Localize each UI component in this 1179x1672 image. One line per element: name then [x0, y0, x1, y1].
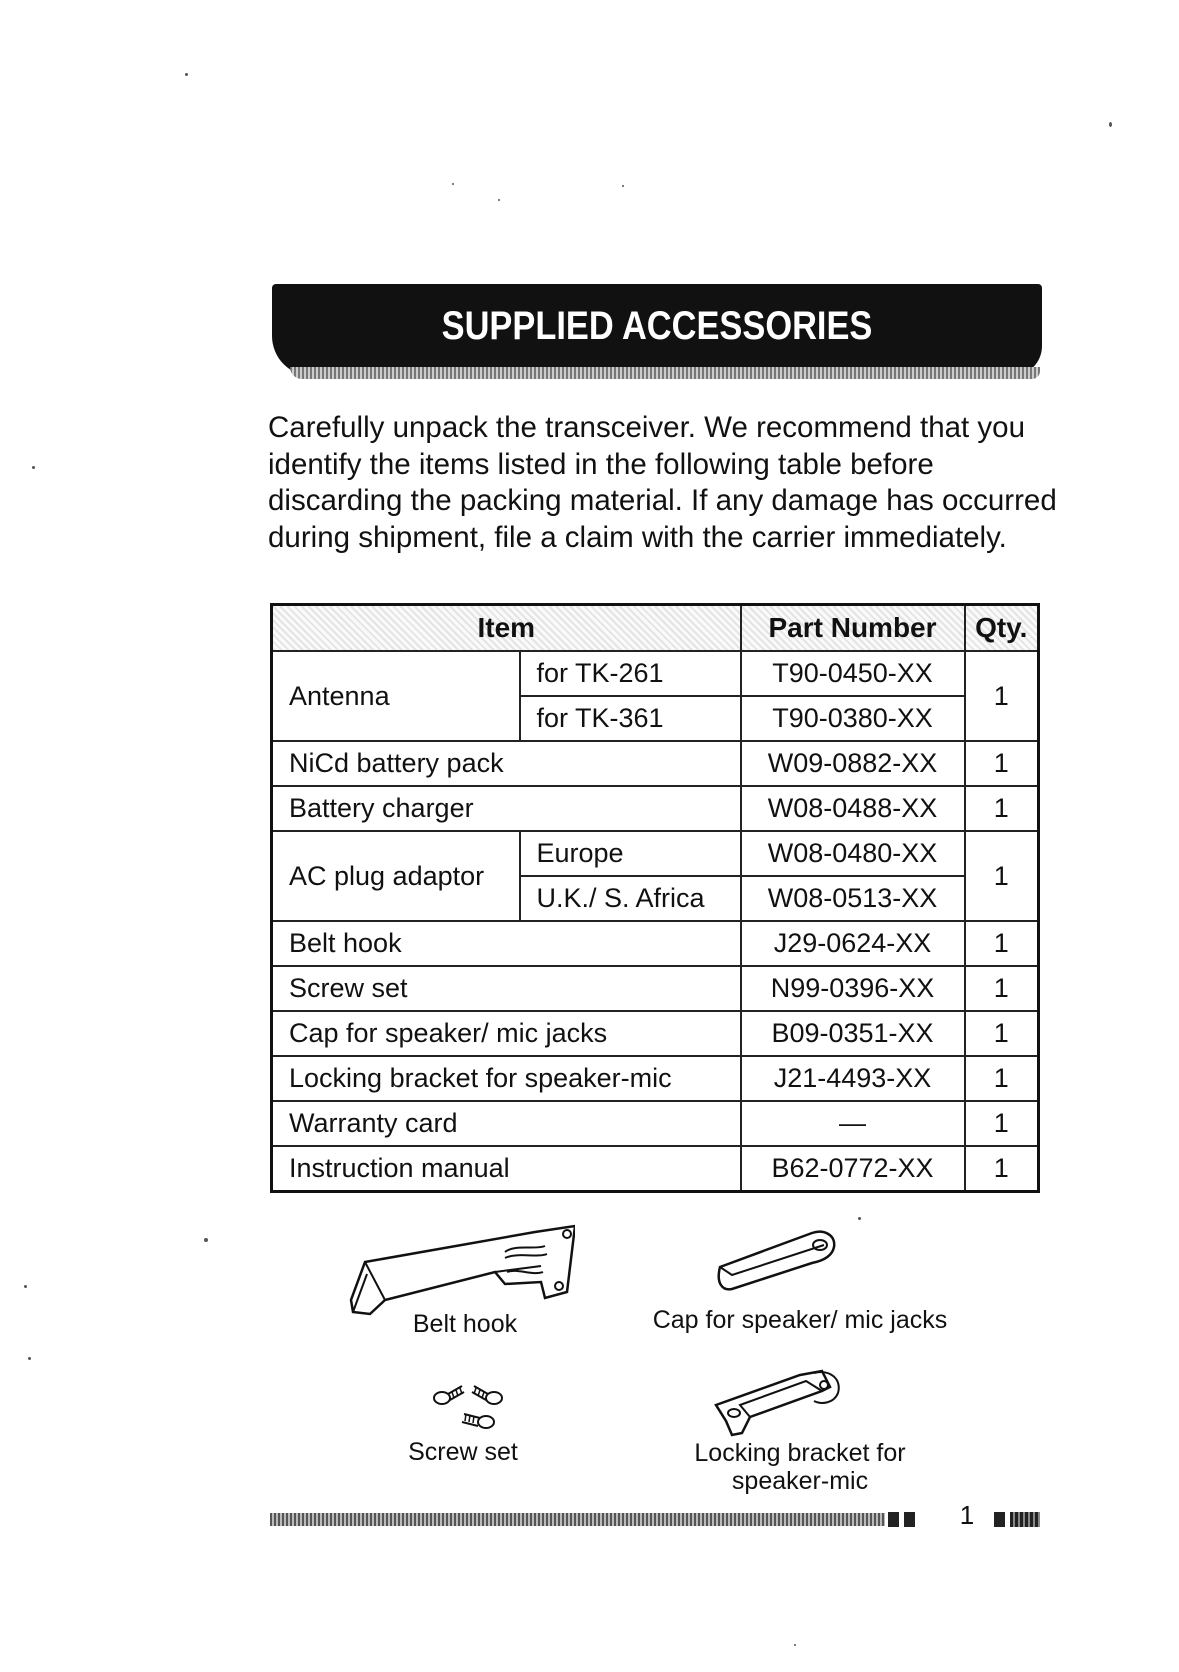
header-item: Item [272, 605, 741, 652]
screw-set-caption: Screw set [408, 1438, 518, 1466]
table-row [272, 651, 1039, 696]
part-antenna-1: T90-0450-XX [741, 651, 965, 696]
header-qty: Qty. [965, 605, 1039, 652]
page-number: 1 [959, 1500, 975, 1530]
item-belt-hook: Belt hook [272, 921, 741, 966]
scan-speck [185, 73, 188, 76]
item-locking-bracket: Locking bracket for speaker-mic [272, 1056, 741, 1101]
table-row [272, 921, 1039, 966]
item-instruction-manual: Instruction manual [272, 1146, 741, 1192]
scan-speck [32, 466, 35, 469]
footer-bar [270, 1513, 885, 1526]
item-nicd-battery: NiCd battery pack [272, 741, 741, 786]
part-locking-bracket: J21-4493-XX [741, 1056, 965, 1101]
cap-illustration [712, 1225, 842, 1295]
qty-ac-plug: 1 [965, 831, 1039, 921]
item-antenna-variant-1: for TK-261 [520, 651, 741, 696]
qty-instruction-manual: 1 [965, 1146, 1039, 1192]
qty-locking-bracket: 1 [965, 1056, 1039, 1101]
table-row [272, 1146, 1039, 1192]
part-warranty-card: — [741, 1101, 965, 1146]
page-title: SUPPLIED ACCESSORIES [441, 304, 873, 348]
item-screw-set: Screw set [272, 966, 741, 1011]
table-row [272, 786, 1039, 831]
table-row [272, 741, 1039, 786]
part-cap: B09-0351-XX [741, 1011, 965, 1056]
scan-speck [452, 183, 454, 185]
locking-bracket-caption-line2: speaker-mic [731, 1467, 869, 1495]
item-ac-plug-adaptor: AC plug adaptor [272, 831, 520, 921]
accessories-table [270, 603, 1040, 1193]
part-ac-plug-1: W08-0480-XX [741, 831, 965, 876]
table-row [272, 966, 1039, 1011]
scan-speck [622, 185, 624, 187]
qty-antenna: 1 [965, 651, 1039, 741]
qty-battery-charger: 1 [965, 786, 1039, 831]
screw-set-illustration [428, 1378, 520, 1438]
item-cap: Cap for speaker/ mic jacks [272, 1011, 741, 1056]
scan-speck [858, 1217, 861, 1220]
scan-speck [24, 1285, 27, 1288]
intro-paragraph: Carefully unpack the transceiver. We recommend that you identify the items listed in the following table before discarding the packing material. If any damage has occurred during shipment, file a claim with the carrier immediately. [268, 411, 1057, 554]
part-nicd-battery: W09-0882-XX [741, 741, 965, 786]
title-banner-shadow [290, 367, 1040, 379]
part-ac-plug-2: W08-0513-XX [741, 876, 965, 921]
item-antenna: Antenna [272, 651, 520, 741]
table-row [272, 1056, 1039, 1101]
footer-block [1010, 1512, 1040, 1527]
cap-caption: Cap for speaker/ mic jacks [652, 1306, 948, 1334]
belt-hook-illustration [345, 1222, 575, 1322]
locking-bracket-caption-line1: Locking bracket for [694, 1439, 906, 1467]
table-row [272, 1101, 1039, 1146]
locking-bracket-illustration [710, 1365, 850, 1445]
part-antenna-2: T90-0380-XX [741, 696, 965, 741]
footer-block [904, 1512, 915, 1527]
item-warranty-card: Warranty card [272, 1101, 741, 1146]
scan-speck [794, 1644, 796, 1646]
qty-cap: 1 [965, 1011, 1039, 1056]
part-instruction-manual: B62-0772-XX [741, 1146, 965, 1192]
part-screw-set: N99-0396-XX [741, 966, 965, 1011]
scan-speck [1109, 122, 1112, 127]
qty-belt-hook: 1 [965, 921, 1039, 966]
footer-block [994, 1512, 1005, 1527]
item-ac-plug-variant-2: U.K./ S. Africa [520, 876, 741, 921]
scan-speck [28, 1357, 31, 1360]
item-battery-charger: Battery charger [272, 786, 741, 831]
qty-nicd-battery: 1 [965, 741, 1039, 786]
item-antenna-variant-2: for TK-361 [520, 696, 741, 741]
qty-screw-set: 1 [965, 966, 1039, 1011]
qty-warranty-card: 1 [965, 1101, 1039, 1146]
table-row [272, 831, 1039, 876]
table-header-row [272, 605, 1039, 652]
belt-hook-caption: Belt hook [412, 1310, 518, 1338]
scan-speck [204, 1238, 208, 1242]
header-part-number: Part Number [741, 605, 965, 652]
part-belt-hook: J29-0624-XX [741, 921, 965, 966]
scan-speck [498, 199, 500, 201]
table-row [272, 1011, 1039, 1056]
footer-block [888, 1512, 899, 1527]
part-battery-charger: W08-0488-XX [741, 786, 965, 831]
item-ac-plug-variant-1: Europe [520, 831, 741, 876]
